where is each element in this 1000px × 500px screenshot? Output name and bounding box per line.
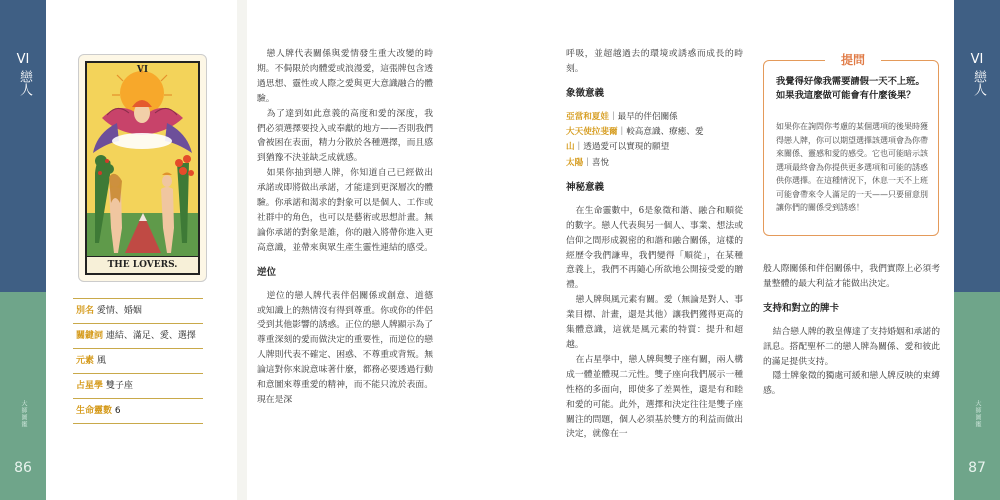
question-title: 提問 [825, 51, 881, 69]
body-paragraph: 呼吸，並超越過去的環境或誘惑而成長的時刻。 [566, 49, 743, 74]
left-page-number: 86 [14, 460, 32, 476]
right-roman-numeral: VI [970, 52, 984, 67]
body-paragraph: 戀人牌代表關係與愛情發生重大改變的時期。不侷限於肉體愛或浪漫愛，這張牌包含透過思想、靈性或人際之愛與更大意識融合的體驗。 [257, 49, 433, 104]
reversed-paragraph: 逆位的戀人牌代表伴侶關係或創意、道德或知識上的熱情沒有得到尊重。你或你的伴侶受到其他影響的誘惑。正位的戀人牌顯示為了尊重深刻的愛而做決定的重要性，而逆位的戀人牌則代表不確定、困惑、不尊重或背叛。無論這對你來說意味著什麼，都務必要透過行動和意圖來尊重愛的精神，而不能只流於表面。現在是深 [257, 290, 433, 405]
symbol-item: 太陽｜喜悅 [566, 157, 610, 168]
left-side-band [0, 0, 46, 500]
card-title: THE LOVERS. [87, 256, 198, 273]
body-paragraph: 如果你抽到戀人牌，你知道自己已經做出承諾或即將做出承諾，才能達到更深層次的體驗。你承諾和渴求的對象可以是個人、工作或社群中的角色，也可以是藝術或思想計畫。無論你承諾的對象是誰，你的融入將帶你進入更高意識，並帶來與眾生產生靈性連結的感受。 [257, 168, 433, 253]
right-arcana-name: 戀人 [971, 70, 986, 96]
support-cards-heading: 支持和對立的牌卡 [763, 302, 840, 314]
body-paragraph: 為了達到如此意義的高度和愛的深度，我們必須選擇要投入或奉獻的地方——否則我們會被困在表面，精力分散於各種選擇，而且感到猶豫不決並缺乏成就感。 [257, 108, 433, 164]
left-brand: 大師圖鑑 [20, 400, 27, 428]
card-illustration [85, 61, 200, 275]
symbol-list [566, 110, 743, 171]
left-page-body [257, 47, 433, 408]
left-arcana-name: 戀人 [17, 70, 32, 96]
left-roman-numeral: VI [16, 52, 30, 67]
right-page-lower-body [763, 262, 940, 399]
body-paragraph: 隱士牌象徵的獨處可緩和戀人牌反映的束縛感。 [763, 371, 940, 397]
reversed-heading: 逆位 [257, 266, 277, 278]
body-paragraph: 結合戀人牌的教皇傳達了支持婚姻和承諾的訊息。搭配聖杯二的戀人牌為關係、愛和彼此的滿足提供支持。 [763, 326, 940, 367]
symbol-item: 山｜透過愛可以實現的願望 [566, 142, 670, 153]
attr-element: 元素 風 [73, 348, 203, 373]
attr-astrology: 占星學 雙子座 [73, 373, 203, 398]
right-page-number: 87 [968, 460, 986, 476]
attr-life-number: 生命靈數 6 [73, 398, 203, 424]
card-attributes [73, 298, 203, 424]
body-paragraph: 在生命靈數中，6是象徵和諧、融合和順從的數字。戀人代表與另一個人、事業、想法或信仰之間形成親密的和諧和融合關係，這樣的經歷令我們謙卑，我們變得「順從」，在某種意義上，我們不再隨心所欲地公開接受愛的贈禮。 [566, 205, 743, 291]
attr-keywords: 關鍵詞 連結、滿足、愛、選擇 [73, 323, 203, 348]
question-heading: 我覺得好像我需要請假一天不上班。如果我這麼做可能會有什麼後果？ [776, 76, 925, 101]
right-brand: 大師圖鑑 [974, 400, 981, 428]
symbolism-heading: 象徵意義 [566, 87, 605, 99]
body-paragraph: 戀人牌與風元素有關。愛（無論是對人、事業目標、計畫，還是其他）讓我們獲得更高的集體意識，這就是風元素的特質：提升和超越。 [566, 295, 743, 350]
symbol-item: 大天使拉斐爾｜較高意識、療癒、愛 [566, 127, 704, 138]
page-gutter [237, 0, 247, 500]
question-answer: 如果你在詢問你考慮的某個選項的後果時獲得戀人牌，你可以期望選擇該選項會為你帶來關係、靈感和愛的感受。它也可能暗示該選項最終會為你提供更多選項和可能的誘惑供你選擇。在這種情況下，休息一天不上班可能會帶來令人滿足的一天——只要留意別讓你們的關係受到誘惑！ [776, 122, 928, 212]
body-paragraph: 般人際關係和伴侶關係中，我們實際上必須考量整體的最大利益才能做出決定。 [763, 264, 940, 289]
attr-alias: 別名 愛情、婚姻 [73, 298, 203, 323]
lovers-illustration-icon [87, 63, 198, 273]
body-paragraph: 在占星學中，戀人牌與雙子座有關，兩人構成一體並體現二元性。雙子座向我們展示一種性格的多面向，即使多了差異性，還是有和睦和愛的可能。此外，選擇和決定往往是雙子座關注的問題，個人必須基於雙方的利益而做出決定，就像在一 [566, 354, 743, 440]
right-side-band [954, 0, 1000, 500]
right-page-body [566, 47, 743, 442]
symbol-item: 亞當和夏娃｜最早的伴侶關係 [566, 111, 678, 122]
lovers-tarot-card [78, 54, 207, 282]
mystic-heading: 神秘意義 [566, 181, 605, 193]
card-numeral: VI [136, 65, 149, 75]
